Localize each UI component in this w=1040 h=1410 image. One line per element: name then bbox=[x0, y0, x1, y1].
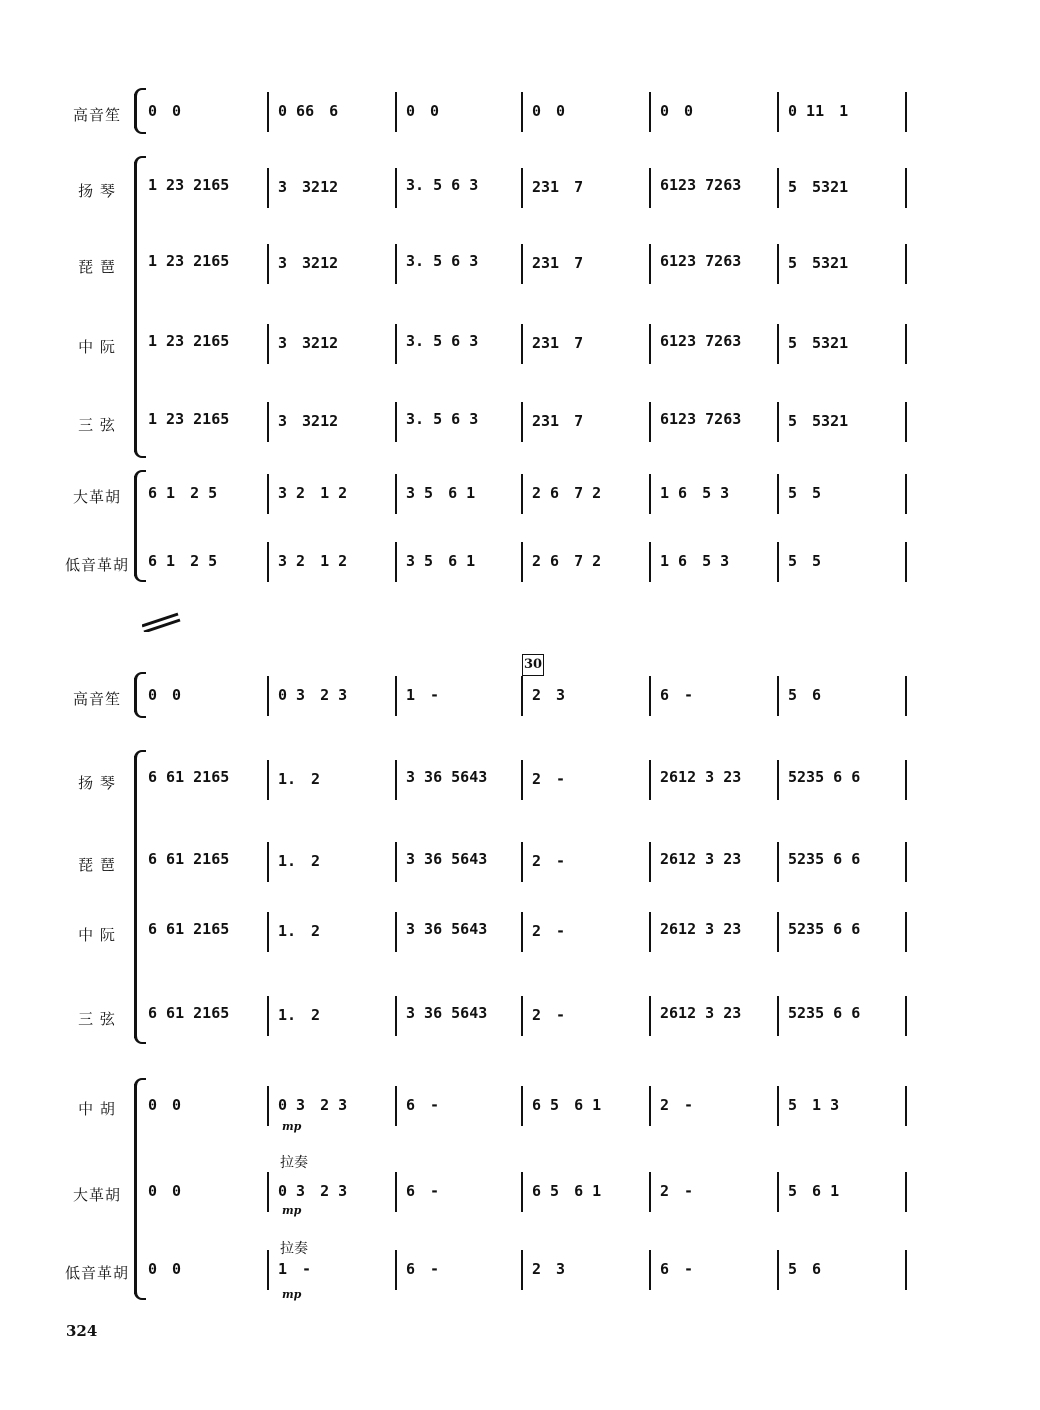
measure: 5 6 1 bbox=[788, 1182, 840, 1200]
barline bbox=[649, 1250, 651, 1290]
dynamic-marking: mp bbox=[282, 1204, 302, 1217]
measure: 3 36 5643 bbox=[406, 920, 488, 938]
barline bbox=[395, 474, 397, 514]
measure: 3 36 5643 bbox=[406, 1004, 488, 1022]
barline bbox=[905, 402, 907, 442]
measure: 6123 7263 bbox=[660, 410, 742, 428]
staff-row bbox=[0, 474, 1040, 514]
measure: 231 7 bbox=[532, 254, 584, 272]
barline bbox=[905, 1086, 907, 1126]
barline bbox=[649, 1172, 651, 1212]
rehearsal-mark: 30 bbox=[522, 654, 544, 676]
measure: 3 3212 bbox=[278, 254, 339, 272]
barline bbox=[267, 842, 269, 882]
measure: 2 - bbox=[532, 922, 566, 940]
instrument-name: 三 弦 bbox=[78, 1010, 116, 1028]
measure: 6 - bbox=[660, 686, 694, 704]
measure: 2612 3 23 bbox=[660, 1004, 742, 1022]
staff-row bbox=[0, 542, 1040, 582]
measure: 3 36 5643 bbox=[406, 850, 488, 868]
measure: 6 - bbox=[406, 1096, 440, 1114]
staff-row bbox=[0, 842, 1040, 882]
barline bbox=[267, 676, 269, 716]
bracket-plucked bbox=[134, 756, 142, 1038]
barline bbox=[521, 1250, 523, 1290]
bracket-sheng bbox=[134, 678, 142, 712]
measure: 2 - bbox=[660, 1182, 694, 1200]
final-barline bbox=[905, 1250, 907, 1290]
final-barline bbox=[905, 94, 907, 128]
measure: 5 6 bbox=[788, 686, 822, 704]
measure: 3. 5 6 3 bbox=[406, 252, 479, 270]
measure: 1 23 2165 bbox=[148, 332, 230, 350]
barline bbox=[777, 912, 779, 952]
measure: 1. 2 bbox=[278, 922, 321, 940]
barline bbox=[649, 842, 651, 882]
barline bbox=[395, 92, 397, 132]
barline bbox=[777, 402, 779, 442]
barline bbox=[521, 402, 523, 442]
instrument-name: 低音革胡 bbox=[64, 1264, 129, 1282]
measure: 2612 3 23 bbox=[660, 768, 742, 786]
barline bbox=[267, 92, 269, 132]
measure: 6 - bbox=[406, 1260, 440, 1278]
barline bbox=[905, 474, 907, 514]
measure: 1. 2 bbox=[278, 852, 321, 870]
barline bbox=[521, 1172, 523, 1212]
measure: 3. 5 6 3 bbox=[406, 410, 479, 428]
system-divider-icon bbox=[142, 612, 182, 632]
measure: 6 - bbox=[660, 1260, 694, 1278]
instrument-name: 低音革胡 bbox=[64, 556, 129, 574]
barline bbox=[777, 676, 779, 716]
bracket-plucked bbox=[134, 162, 142, 452]
measure: 0 3 2 3 bbox=[278, 1182, 348, 1200]
barline bbox=[649, 676, 651, 716]
barline bbox=[267, 324, 269, 364]
measure: 6 1 2 5 bbox=[148, 484, 218, 502]
measure: 231 7 bbox=[532, 412, 584, 430]
measure: 2 - bbox=[532, 1006, 566, 1024]
barline bbox=[267, 760, 269, 800]
barline bbox=[777, 1086, 779, 1126]
staff-row bbox=[0, 402, 1040, 442]
measure: 0 0 bbox=[148, 686, 182, 704]
instrument-name: 琵 琶 bbox=[78, 258, 116, 276]
barline bbox=[649, 996, 651, 1036]
barline bbox=[905, 168, 907, 208]
measure: 6 61 2165 bbox=[148, 850, 230, 868]
measure: 5 6 bbox=[788, 1260, 822, 1278]
barline bbox=[267, 542, 269, 582]
measure: 231 7 bbox=[532, 178, 584, 196]
staff-row bbox=[0, 676, 1040, 716]
barline bbox=[649, 244, 651, 284]
barline bbox=[649, 912, 651, 952]
barline bbox=[395, 324, 397, 364]
barline bbox=[395, 996, 397, 1036]
measure: 231 7 bbox=[532, 334, 584, 352]
barline bbox=[777, 92, 779, 132]
measure: 1 23 2165 bbox=[148, 252, 230, 270]
barline bbox=[395, 1086, 397, 1126]
staff-row bbox=[0, 760, 1040, 800]
bracket-bowed bbox=[134, 1084, 142, 1294]
instrument-name: 中 胡 bbox=[78, 1100, 116, 1118]
instrument-name: 高音笙 bbox=[72, 106, 121, 124]
barline bbox=[649, 760, 651, 800]
measure: 6 5 6 1 bbox=[532, 1182, 602, 1200]
measure: 6 - bbox=[406, 1182, 440, 1200]
staff-row bbox=[0, 92, 1040, 132]
barline bbox=[267, 1086, 269, 1126]
measure: 5 5321 bbox=[788, 254, 849, 272]
measure: 5235 6 6 bbox=[788, 850, 861, 868]
barline bbox=[267, 996, 269, 1036]
barline bbox=[521, 474, 523, 514]
measure: 0 0 bbox=[660, 102, 694, 120]
barline bbox=[777, 996, 779, 1036]
barline bbox=[777, 168, 779, 208]
dynamic-marking: mp bbox=[282, 1288, 302, 1301]
barline bbox=[649, 542, 651, 582]
barline bbox=[777, 474, 779, 514]
staff-row bbox=[0, 168, 1040, 208]
barline bbox=[905, 324, 907, 364]
bracket-sheng bbox=[134, 94, 142, 128]
barline bbox=[521, 168, 523, 208]
barline bbox=[395, 542, 397, 582]
measure: 2 3 bbox=[532, 1260, 566, 1278]
measure: 2 6 7 2 bbox=[532, 552, 602, 570]
staff-row bbox=[0, 1086, 1040, 1126]
instrument-name: 中 阮 bbox=[78, 338, 116, 356]
barline bbox=[267, 912, 269, 952]
instrument-name: 三 弦 bbox=[78, 416, 116, 434]
page-number: 324 bbox=[66, 1322, 98, 1340]
barline bbox=[521, 1086, 523, 1126]
measure: 3 5 6 1 bbox=[406, 552, 476, 570]
measure: 5 5 bbox=[788, 552, 822, 570]
measure: 3 5 6 1 bbox=[406, 484, 476, 502]
barline bbox=[649, 1086, 651, 1126]
measure: 2 - bbox=[532, 852, 566, 870]
staff-row bbox=[0, 324, 1040, 364]
barline bbox=[777, 1172, 779, 1212]
measure: 5235 6 6 bbox=[788, 1004, 861, 1022]
staff-row bbox=[0, 244, 1040, 284]
instrument-name: 扬 琴 bbox=[78, 774, 116, 792]
measure: 3 36 5643 bbox=[406, 768, 488, 786]
barline bbox=[905, 1172, 907, 1212]
measure: 0 11 1 bbox=[788, 102, 849, 120]
instrument-name: 扬 琴 bbox=[78, 182, 116, 200]
barline bbox=[649, 324, 651, 364]
instrument-name: 大革胡 bbox=[72, 1186, 121, 1204]
measure: 6 61 2165 bbox=[148, 768, 230, 786]
barline bbox=[905, 912, 907, 952]
barline bbox=[267, 244, 269, 284]
measure: 1 23 2165 bbox=[148, 176, 230, 194]
measure: 1 6 5 3 bbox=[660, 552, 730, 570]
measure: 3 3212 bbox=[278, 334, 339, 352]
measure: 3 2 1 2 bbox=[278, 552, 348, 570]
measure: 2612 3 23 bbox=[660, 850, 742, 868]
measure: 0 3 2 3 bbox=[278, 686, 348, 704]
barline bbox=[905, 542, 907, 582]
staff-row bbox=[0, 1250, 1040, 1290]
measure: 5 5321 bbox=[788, 178, 849, 196]
measure: 3 2 1 2 bbox=[278, 484, 348, 502]
barline bbox=[267, 402, 269, 442]
measure: 3. 5 6 3 bbox=[406, 176, 479, 194]
bowing-annotation: 拉奏 bbox=[280, 1241, 308, 1257]
dynamic-marking: mp bbox=[282, 1120, 302, 1133]
measure: 0 0 bbox=[148, 1096, 182, 1114]
barline bbox=[905, 996, 907, 1036]
barline bbox=[777, 1250, 779, 1290]
barline bbox=[267, 1250, 269, 1290]
measure: 1 - bbox=[406, 686, 440, 704]
staff-row bbox=[0, 1172, 1040, 1212]
measure: 2612 3 23 bbox=[660, 920, 742, 938]
barline bbox=[395, 1172, 397, 1212]
measure: 6 61 2165 bbox=[148, 1004, 230, 1022]
barline bbox=[905, 244, 907, 284]
measure: 2 - bbox=[660, 1096, 694, 1114]
measure: 6123 7263 bbox=[660, 176, 742, 194]
staff-row bbox=[0, 996, 1040, 1036]
barline bbox=[777, 324, 779, 364]
measure: 1. 2 bbox=[278, 1006, 321, 1024]
barline bbox=[521, 676, 523, 716]
measure: 1. 2 bbox=[278, 770, 321, 788]
measure: 1 6 5 3 bbox=[660, 484, 730, 502]
barline bbox=[649, 92, 651, 132]
barline bbox=[521, 842, 523, 882]
barline bbox=[521, 542, 523, 582]
measure: 2 3 bbox=[532, 686, 566, 704]
measure: 5 5321 bbox=[788, 412, 849, 430]
barline bbox=[521, 760, 523, 800]
measure: 5 5 bbox=[788, 484, 822, 502]
barline bbox=[777, 842, 779, 882]
barline bbox=[521, 912, 523, 952]
measure: 0 0 bbox=[148, 1260, 182, 1278]
barline bbox=[267, 168, 269, 208]
measure: 0 0 bbox=[148, 1182, 182, 1200]
measure: 3 3212 bbox=[278, 178, 339, 196]
barline bbox=[395, 1250, 397, 1290]
measure: 6 61 2165 bbox=[148, 920, 230, 938]
barline bbox=[395, 244, 397, 284]
measure: 6 1 2 5 bbox=[148, 552, 218, 570]
barline bbox=[777, 542, 779, 582]
measure: 3 3212 bbox=[278, 412, 339, 430]
measure: 3. 5 6 3 bbox=[406, 332, 479, 350]
barline bbox=[395, 168, 397, 208]
measure: 2 - bbox=[532, 770, 566, 788]
instrument-name: 琵 琶 bbox=[78, 856, 116, 874]
measure: 1 23 2165 bbox=[148, 410, 230, 428]
final-barline bbox=[905, 676, 907, 710]
barline bbox=[395, 676, 397, 716]
staff-row bbox=[0, 912, 1040, 952]
barline bbox=[395, 912, 397, 952]
barline bbox=[521, 92, 523, 132]
barline bbox=[521, 996, 523, 1036]
barline bbox=[649, 168, 651, 208]
measure: 0 3 2 3 bbox=[278, 1096, 348, 1114]
measure: 0 0 bbox=[406, 102, 440, 120]
barline bbox=[521, 324, 523, 364]
measure: 0 0 bbox=[532, 102, 566, 120]
instrument-name: 大革胡 bbox=[72, 488, 121, 506]
measure: 5 5321 bbox=[788, 334, 849, 352]
barline bbox=[395, 402, 397, 442]
barline bbox=[267, 1172, 269, 1212]
measure: 5235 6 6 bbox=[788, 920, 861, 938]
measure: 6123 7263 bbox=[660, 332, 742, 350]
instrument-name: 中 阮 bbox=[78, 926, 116, 944]
bracket-bowed bbox=[134, 476, 142, 576]
measure: 6 5 6 1 bbox=[532, 1096, 602, 1114]
instrument-name: 高音笙 bbox=[72, 690, 121, 708]
measure: 5 1 3 bbox=[788, 1096, 840, 1114]
measure: 2 6 7 2 bbox=[532, 484, 602, 502]
barline bbox=[267, 474, 269, 514]
measure: 1 - bbox=[278, 1260, 312, 1278]
barline bbox=[777, 244, 779, 284]
barline bbox=[649, 474, 651, 514]
measure: 6123 7263 bbox=[660, 252, 742, 270]
barline bbox=[905, 760, 907, 800]
barline bbox=[905, 842, 907, 882]
barline bbox=[395, 760, 397, 800]
barline bbox=[777, 760, 779, 800]
measure: 5235 6 6 bbox=[788, 768, 861, 786]
measure: 0 66 6 bbox=[278, 102, 339, 120]
barline bbox=[395, 842, 397, 882]
measure: 0 0 bbox=[148, 102, 182, 120]
bowing-annotation: 拉奏 bbox=[280, 1155, 308, 1171]
barline bbox=[521, 244, 523, 284]
barline bbox=[649, 402, 651, 442]
